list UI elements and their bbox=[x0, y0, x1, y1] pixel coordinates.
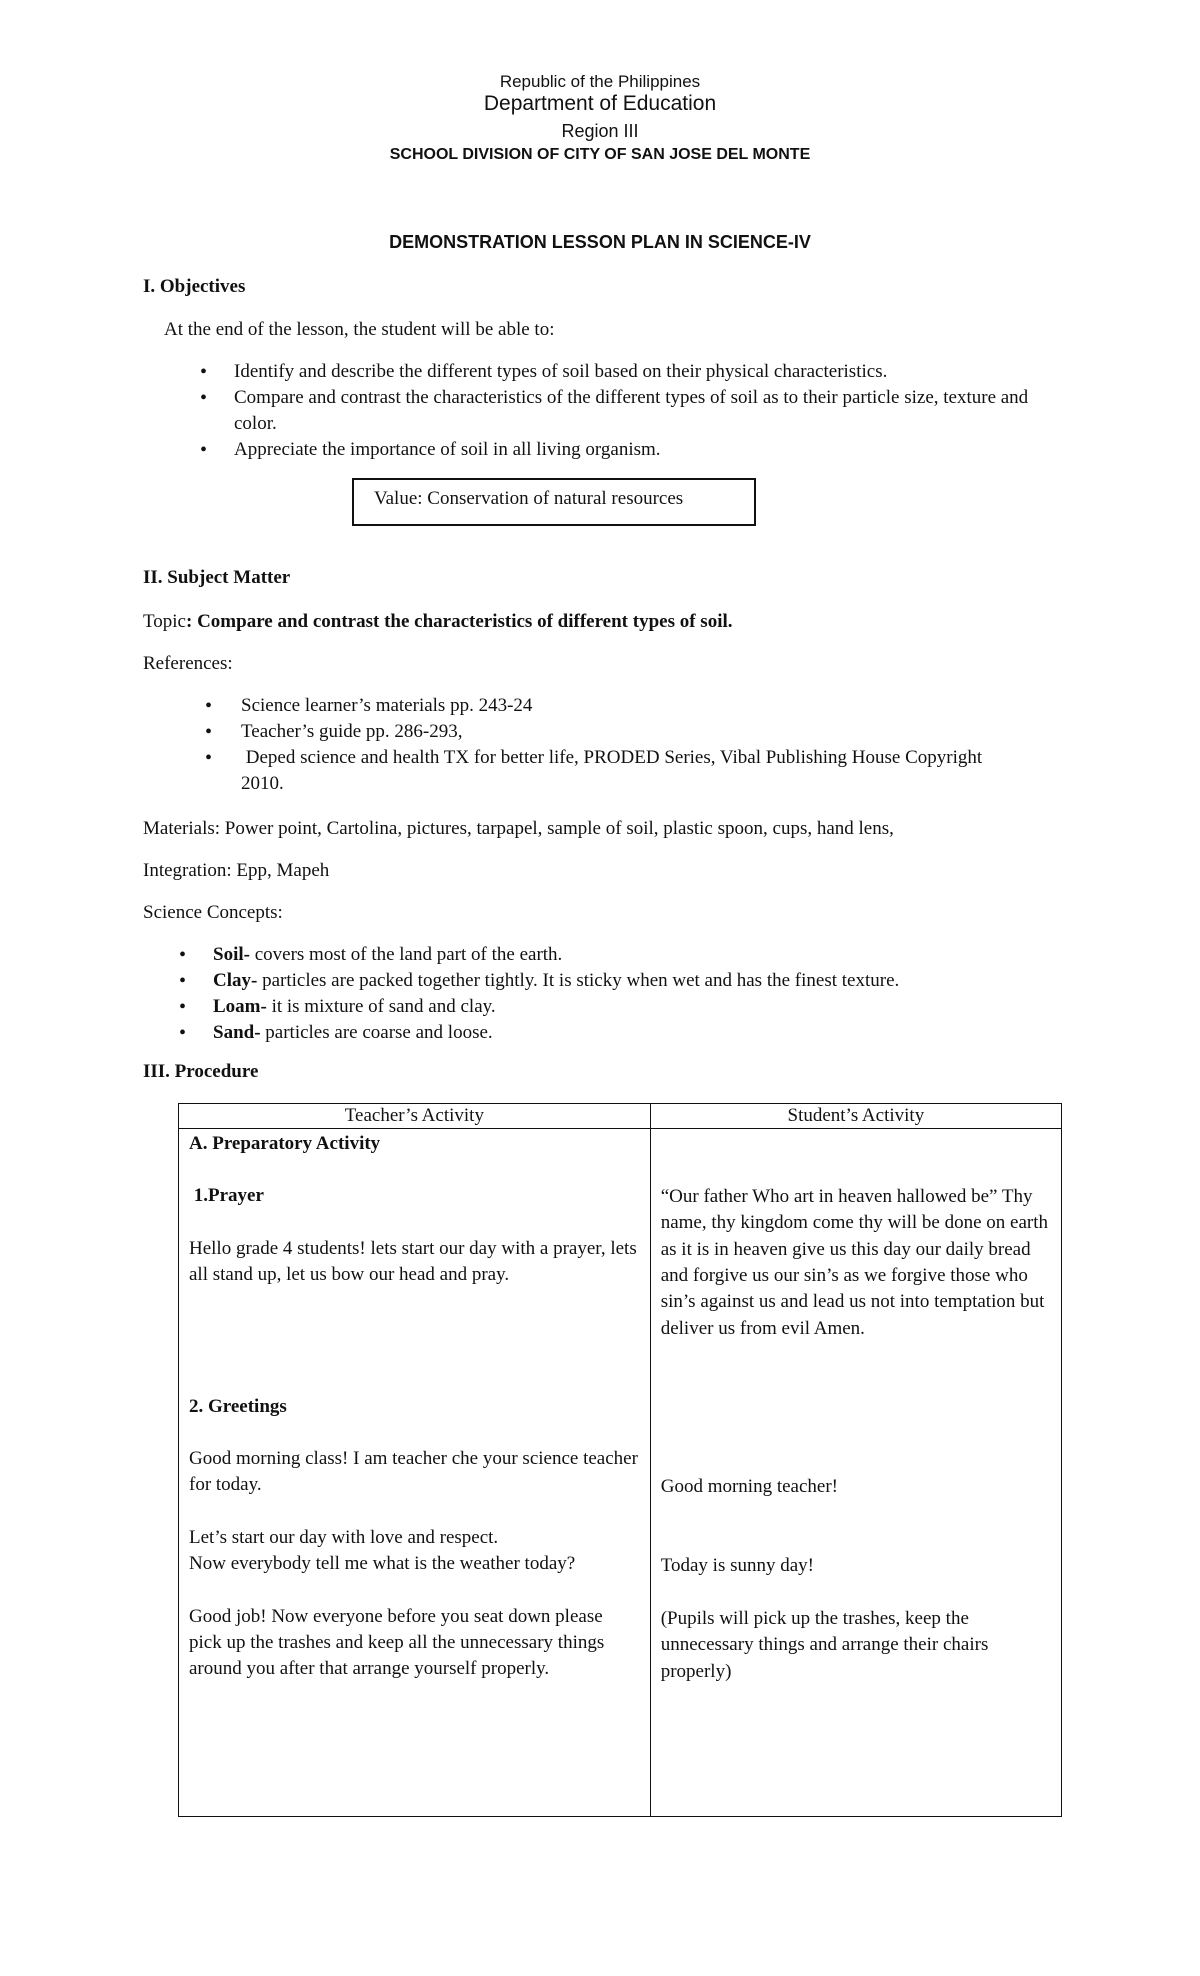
value-box: Value: Conservation of natural resources bbox=[352, 478, 756, 526]
student-activity-header: Student’s Activity bbox=[650, 1104, 1061, 1129]
subject-matter-heading: II. Subject Matter bbox=[143, 567, 291, 588]
header-division: SCHOOL DIVISION OF CITY OF SAN JOSE DEL MONTE bbox=[389, 146, 811, 163]
prayer-student-text: “Our father Who art in heaven hallowed be” Thy name, thy kingdom come thy will be done on earth as it is in heaven give us this day our daily bread and forgive us our sin’s as we forgive those who sin’s against us and lead us not into temptation but deliver us from evil Amen. bbox=[660, 1185, 1049, 1339]
objectives-list bbox=[234, 359, 1064, 463]
concept-item bbox=[213, 942, 1073, 968]
header-department: Department of Education bbox=[483, 92, 717, 115]
greet-student-1: Good morning teacher! bbox=[660, 1476, 838, 1498]
table-row bbox=[179, 1129, 1062, 1817]
reference-item: • Teacher’s guide pp. 286-293, bbox=[241, 719, 1021, 745]
table-header-row bbox=[179, 1104, 1062, 1129]
concept-item bbox=[213, 1020, 1073, 1046]
concept-text: particles are coarse and loose. bbox=[260, 1022, 493, 1043]
concept-term: Clay- bbox=[213, 970, 258, 991]
objectives-heading: I. Objectives bbox=[143, 276, 246, 297]
objective-item: • Identify and describe the different types of soil based on their physical characteristics. bbox=[234, 359, 1064, 385]
concept-text: it is mixture of sand and clay. bbox=[266, 996, 496, 1017]
references-label: References: bbox=[143, 653, 233, 674]
greetings-label: 2. Greetings bbox=[189, 1395, 287, 1417]
concepts-list bbox=[213, 942, 1073, 1046]
header-region: Region III bbox=[561, 121, 639, 141]
reference-item: • Science learner’s materials pp. 243-24 bbox=[241, 693, 1021, 719]
greet-student-2: Today is sunny day! bbox=[660, 1555, 815, 1577]
concept-term: Sand- bbox=[213, 1022, 261, 1043]
greet-teacher-1: Good morning class! I am teacher che your science teacher for today. bbox=[189, 1448, 638, 1496]
objective-item: • Appreciate the importance of soil in all living organism. bbox=[234, 437, 1064, 463]
teacher-activity-cell bbox=[179, 1129, 651, 1817]
objective-item: • Compare and contrast the characteristics of the different types of soil as to their particle size, texture and color. bbox=[234, 385, 1064, 437]
concept-text: particles are packed together tightly. It is sticky when wet and has the finest texture. bbox=[257, 970, 900, 991]
concept-item bbox=[213, 994, 1073, 1020]
concepts-label: Science Concepts: bbox=[143, 902, 283, 923]
procedure-table bbox=[178, 1103, 1062, 1817]
concept-term: Loam- bbox=[213, 996, 267, 1017]
materials-line: Materials: Power point, Cartolina, pictures, tarpapel, sample of soil, plastic spoon, cups, hand lens, bbox=[143, 818, 894, 839]
references-list bbox=[241, 693, 1021, 797]
student-activity-cell bbox=[650, 1129, 1061, 1817]
concept-text: covers most of the land part of the earth. bbox=[249, 944, 563, 965]
objectives-intro: At the end of the lesson, the student will be able to: bbox=[164, 319, 555, 340]
procedure-heading: III. Procedure bbox=[143, 1061, 259, 1082]
greet-teacher-2a: Let’s start our day with love and respect. bbox=[189, 1526, 499, 1548]
concept-item bbox=[213, 968, 1073, 994]
topic-text: : Compare and contrast the characteristics of different types of soil. bbox=[186, 611, 733, 632]
section-a-title: A. Preparatory Activity bbox=[189, 1133, 381, 1154]
greet-student-3: (Pupils will pick up the trashes, keep the unnecessary things and arrange their chairs properly) bbox=[660, 1607, 989, 1682]
greet-teacher-3: Good job! Now everyone before you seat down please pick up the trashes and keep all the unnecessary things around you after that arrange yourself properly. bbox=[189, 1605, 605, 1680]
reference-item: • Deped science and health TX for better life, PRODED Series, Vibal Publishing House Copyright 2010. bbox=[241, 745, 1021, 797]
prayer-label: 1.Prayer bbox=[189, 1185, 264, 1207]
concept-term: Soil- bbox=[213, 944, 250, 965]
document-title: DEMONSTRATION LESSON PLAN IN SCIENCE-IV bbox=[389, 232, 811, 252]
teacher-activity-header: Teacher’s Activity bbox=[179, 1104, 651, 1129]
topic-label: Topic bbox=[143, 611, 186, 632]
header-republic: Republic of the Philippines bbox=[499, 72, 701, 91]
greet-teacher-2b: Now everybody tell me what is the weather today? bbox=[189, 1553, 576, 1575]
prayer-teacher-text: Hello grade 4 students! lets start our day with a prayer, lets all stand up, let us bow our head and pray. bbox=[189, 1237, 637, 1286]
integration-line: Integration: Epp, Mapeh bbox=[143, 860, 330, 881]
topic-line bbox=[143, 609, 733, 635]
